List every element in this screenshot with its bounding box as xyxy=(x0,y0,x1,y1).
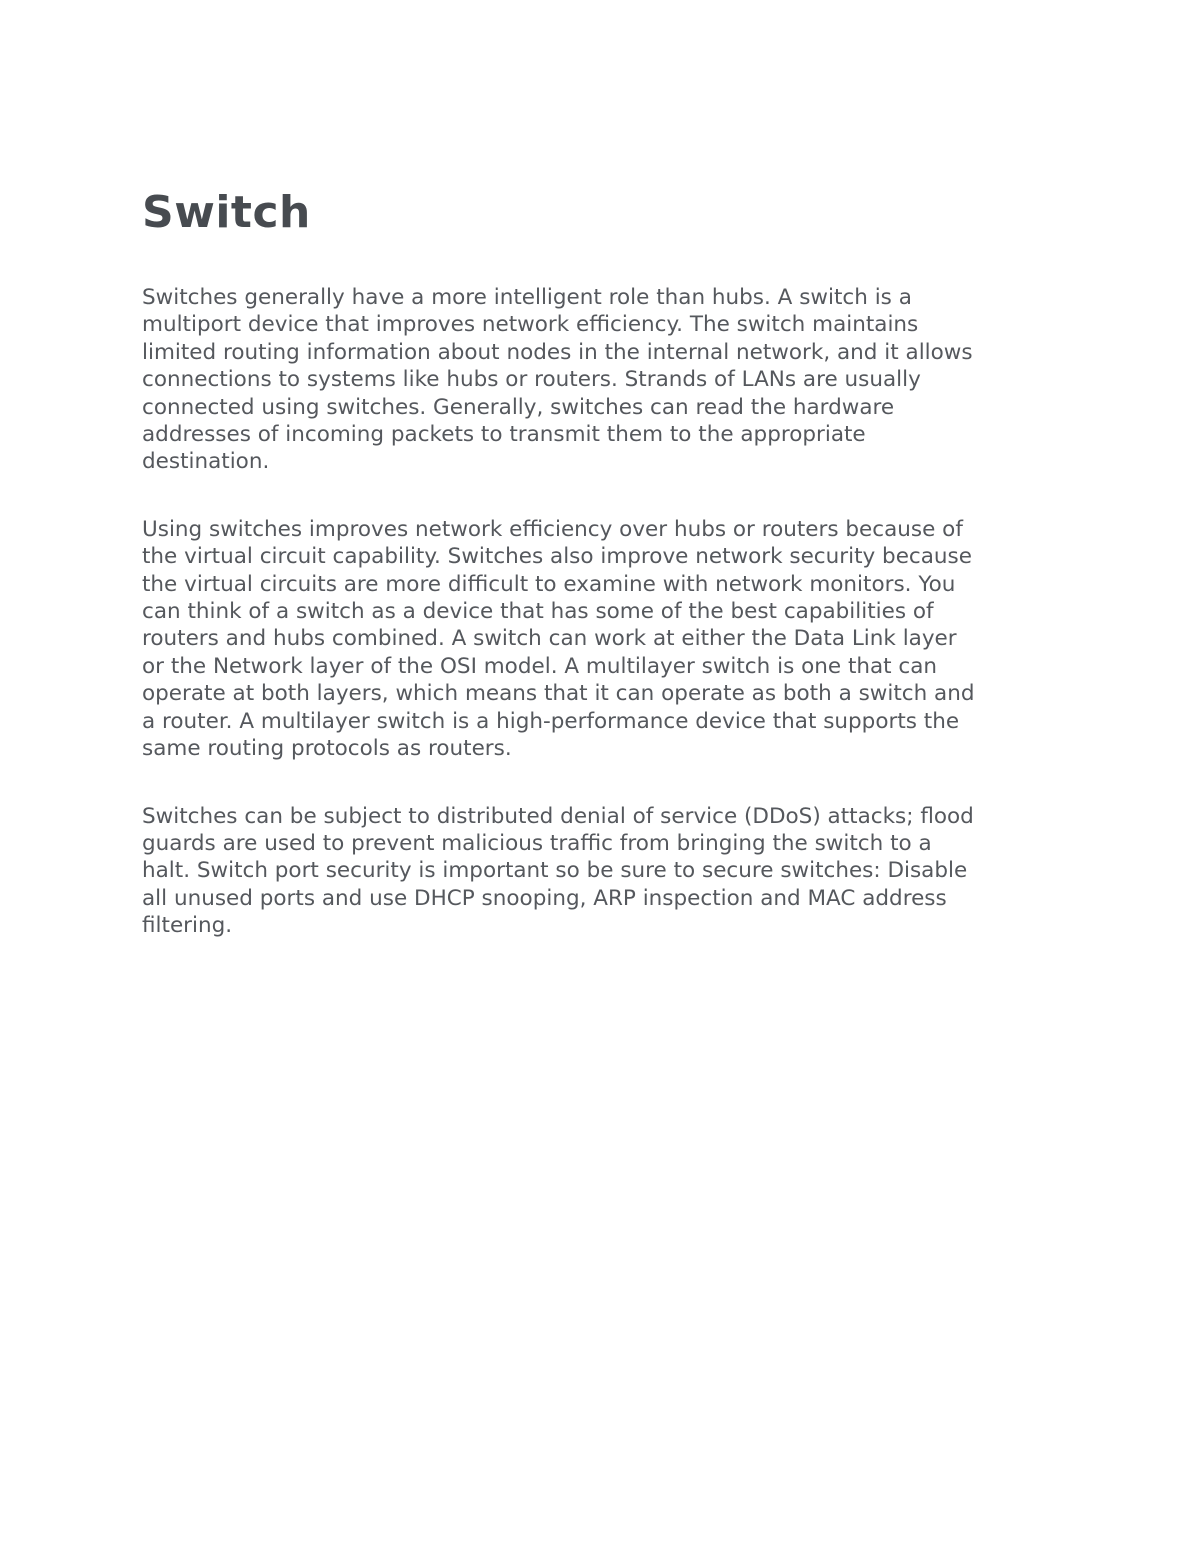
paragraph-switch-efficiency: Using switches improves network efficiency over hubs or routers because of the virtual circuit capability. Switches also improve network security because the virtual circuits are more difficult to examine with network monitors. You can think of a switch as a device that has some of the best capabilities of routers and hubs combined. A switch can work at either the Data Link layer or the Network layer of the OSI model. A multilayer switch is one that can operate at both layers, which means that it can operate as both a switch and a router. A multilayer switch is a high-performance device that supports the same routing protocols as routers. xyxy=(142,516,975,762)
document-content xyxy=(142,186,1062,980)
document-body xyxy=(142,284,1062,940)
page-title: Switch xyxy=(142,187,311,238)
paragraph-switch-security: Switches can be subject to distributed denial of service (DDoS) attacks; flood guards are used to prevent malicious traffic from bringing the switch to a halt. Switch port security is important so be sure to secure switches: Disable all unused ports and use DHCP snooping, ARP inspection and MAC address filtering. xyxy=(142,803,974,939)
paragraph-switch-intro: Switches generally have a more intelligent role than hubs. A switch is a multiport device that improves network efficiency. The switch maintains limited routing information about nodes in the internal network, and it allows connections to systems like hubs or routers. Strands of LANs are usually connected using switches. Generally, switches can read the hardware addresses of incoming packets to transmit them to the appropriate destination. xyxy=(142,285,973,475)
